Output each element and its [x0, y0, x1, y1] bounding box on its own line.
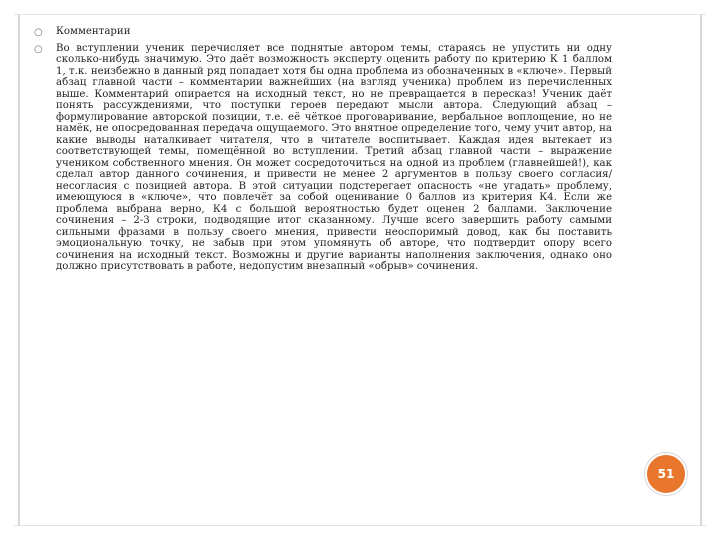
bullet-text-body: Во вступлении ученик перечисляет все поднятые автором темы, стараясь не упустить ни одну сколько-нибудь значимую. Это даёт возможность эксперту оценить работу по критерию К 1 баллом 1, т.к. неизбежно в данный ряд попадает хотя бы одна проблема из обозначенных в «ключе». Первый абзац главной части – комментарии важнейших (на взгляд ученика) проблем из перечисленных выше. Комментарий опирается на исходный текст, но не превращается в пересказ! Ученик даёт понять рассуждениями, что поступки героев передают мысли автора. Следующий абзац – формулирование авторской позиции, т.е. её чёткое проговаривание, вербальное воплощение, но не намёк, не опосредованная передача ощущаемого. Это внятное определение того, чему учит автор, на какие выводы наталкивает читателя, что в читателе воспитывает. Каждая идея вытекает из соответствующей темы, помещённой во вступлении. Третий абзац главной части – выражение учеником собственного мнения. Он может сосредоточиться на одной из проблем (главнейшей!), как сделал автор данного сочинения, и привести не менее 2 аргументов в пользу своего согласия/несогласия с позицией автора. В этой ситуации подстерегает опасность «не угадать» проблему, имеющуюся в «ключе», что повлечёт за собой оценивание 0 баллов из критерия К4. Если же проблема выбрана верно, К4 с большой вероятностью будет оценен 2 баллами. Заключение сочинения – 2-3 строки, подводящие итог сказанному. Лучше всего завершить работу самыми сильными фразами в пользу своего мнения, привести неоспоримый довод, как бы поставить эмоциональную точку, не забыв при этом упомянуть об авторе, что подтвердит опору всего сочинения на исходный текст. Возможны и другие варианты наполнения заключения, однако оно должно присутствовать в работе, недопустим внезапный «обрыв» сочинения. — [56, 42, 612, 272]
bullet-text-heading: Комментарии — [56, 26, 131, 37]
circle-bullet-icon: ○ — [34, 43, 43, 55]
page-number: 51 — [657, 467, 675, 481]
bullet-item-body — [34, 43, 612, 273]
page-number-badge — [645, 453, 687, 495]
bullet-list — [34, 26, 612, 273]
circle-bullet-icon: ○ — [34, 27, 43, 38]
bullet-item-heading — [34, 26, 612, 38]
